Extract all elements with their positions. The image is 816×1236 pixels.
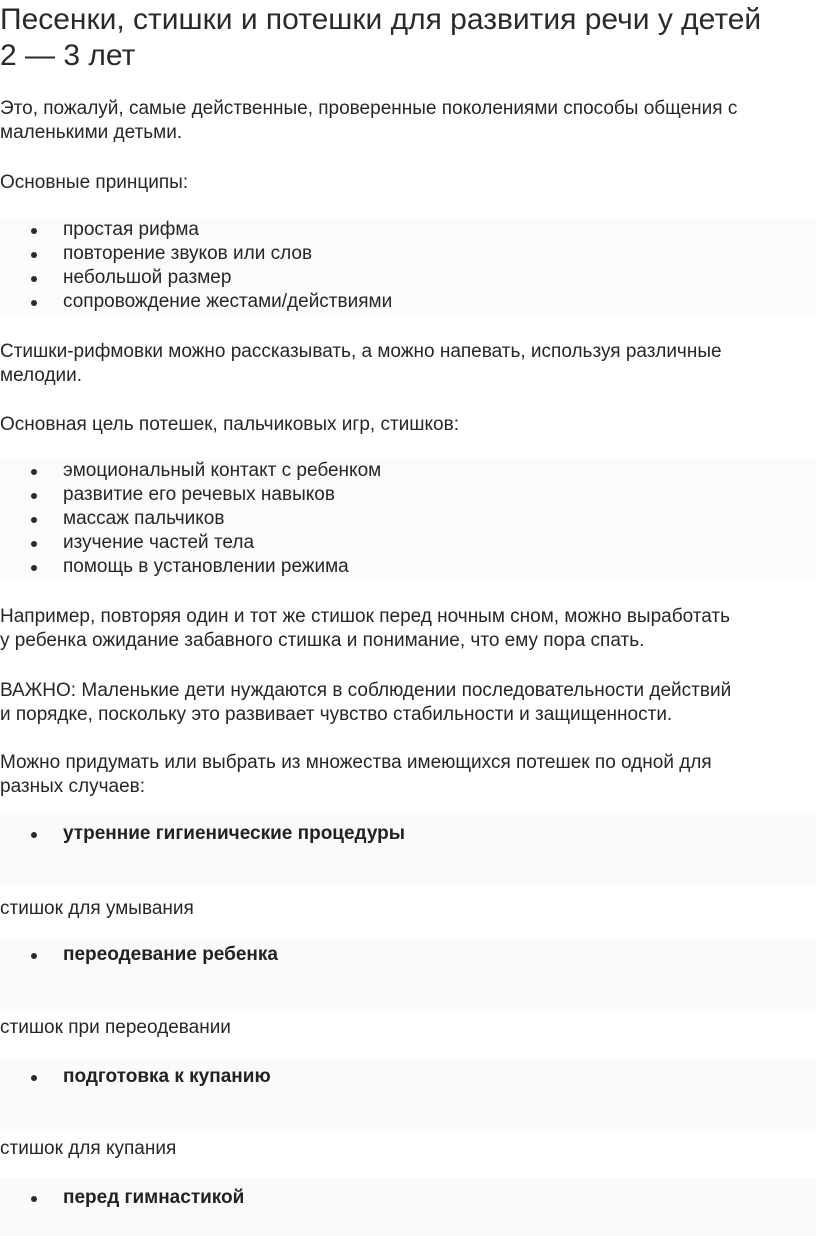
case-list-2 [0, 943, 816, 967]
bullet-icon [31, 300, 37, 306]
list-item-text: простая рифма [63, 219, 199, 240]
case-list-1 [0, 822, 816, 846]
list-item-text: развитие его речевых навыков [63, 484, 335, 505]
goal-heading: Основная цель потешек, пальчиковых игр, стишков: [0, 414, 459, 435]
bullet-icon [31, 252, 37, 258]
title-line-2: 2 — 3 лет [0, 39, 136, 72]
important-line-2: и порядке, поскольку это развивает чувство стабильности и защищенности. [0, 704, 673, 725]
list-item-text: массаж пальчиков [63, 508, 225, 529]
list-item-text: изучение частей тела [63, 532, 255, 553]
example-paragraph [0, 605, 816, 653]
title-line-1: Песенки, стишки и потешки для развития речи у детей [0, 3, 762, 36]
list-item [0, 943, 816, 967]
rhymes-line-2: мелодии. [0, 365, 83, 386]
list-item-text: помощь в установлении режима [63, 556, 349, 577]
choose-line-1: Можно придумать или выбрать из множества имеющихся потешек по одной для [0, 752, 712, 773]
bullet-icon [31, 276, 37, 282]
rhymes-paragraph [0, 340, 816, 388]
important-line-1: ВАЖНО: Маленькие дети нуждаются в соблюдении последовательности действий [0, 680, 732, 701]
goals-list [0, 459, 816, 579]
list-item [0, 290, 816, 314]
bullet-icon [31, 541, 37, 547]
intro-paragraph [0, 97, 816, 145]
case-note: стишок для умывания [0, 898, 194, 919]
bullet-icon [31, 953, 37, 959]
list-item-text: сопровождение жестами/действиями [63, 291, 393, 312]
case-label: подготовка к купанию [63, 1066, 271, 1087]
bullet-icon [31, 493, 37, 499]
case-label: переодевание ребенка [63, 944, 278, 965]
intro-line-2: маленькими детьми. [0, 122, 183, 143]
list-item-text: эмоциональный контакт с ребенком [63, 460, 382, 481]
list-item [0, 459, 816, 483]
case-list-3 [0, 1065, 816, 1089]
case-label: утренние гигиенические процедуры [63, 823, 405, 844]
principles-heading: Основные принципы: [0, 172, 189, 193]
bullet-icon [31, 517, 37, 523]
case-label: перед гимнастикой [63, 1187, 245, 1208]
list-item-text: повторение звуков или слов [63, 243, 313, 264]
rhymes-line-1: Стишки-рифмовки можно рассказывать, а можно напевать, используя различные [0, 341, 722, 362]
list-item [0, 822, 816, 846]
page-title [0, 2, 816, 74]
list-item [0, 1065, 816, 1089]
list-item [0, 507, 816, 531]
principles-list [0, 218, 816, 314]
choose-paragraph [0, 751, 816, 799]
choose-line-2: разных случаев: [0, 776, 146, 797]
important-paragraph [0, 679, 816, 727]
list-item [0, 266, 816, 290]
case-note: стишок при переодевании [0, 1017, 231, 1038]
case-note: стишок для купания [0, 1138, 177, 1159]
intro-line-1: Это, пожалуй, самые действенные, проверенные поколениями способы общения с [0, 98, 738, 119]
list-item [0, 242, 816, 266]
list-item [0, 1186, 816, 1210]
example-line-1: Например, повторяя один и тот же стишок перед ночным сном, можно выработать [0, 606, 730, 627]
bullet-icon [31, 469, 37, 475]
list-item [0, 555, 816, 579]
list-item [0, 218, 816, 242]
bullet-icon [31, 1196, 37, 1202]
bullet-icon [31, 565, 37, 571]
bullet-icon [31, 228, 37, 234]
list-item [0, 531, 816, 555]
bullet-icon [31, 1075, 37, 1081]
example-line-2: у ребенка ожидание забавного стишка и понимание, что ему пора спать. [0, 630, 645, 651]
bullet-icon [31, 832, 37, 838]
list-item-text: небольшой размер [63, 267, 232, 288]
case-list-4 [0, 1186, 816, 1210]
list-item [0, 483, 816, 507]
